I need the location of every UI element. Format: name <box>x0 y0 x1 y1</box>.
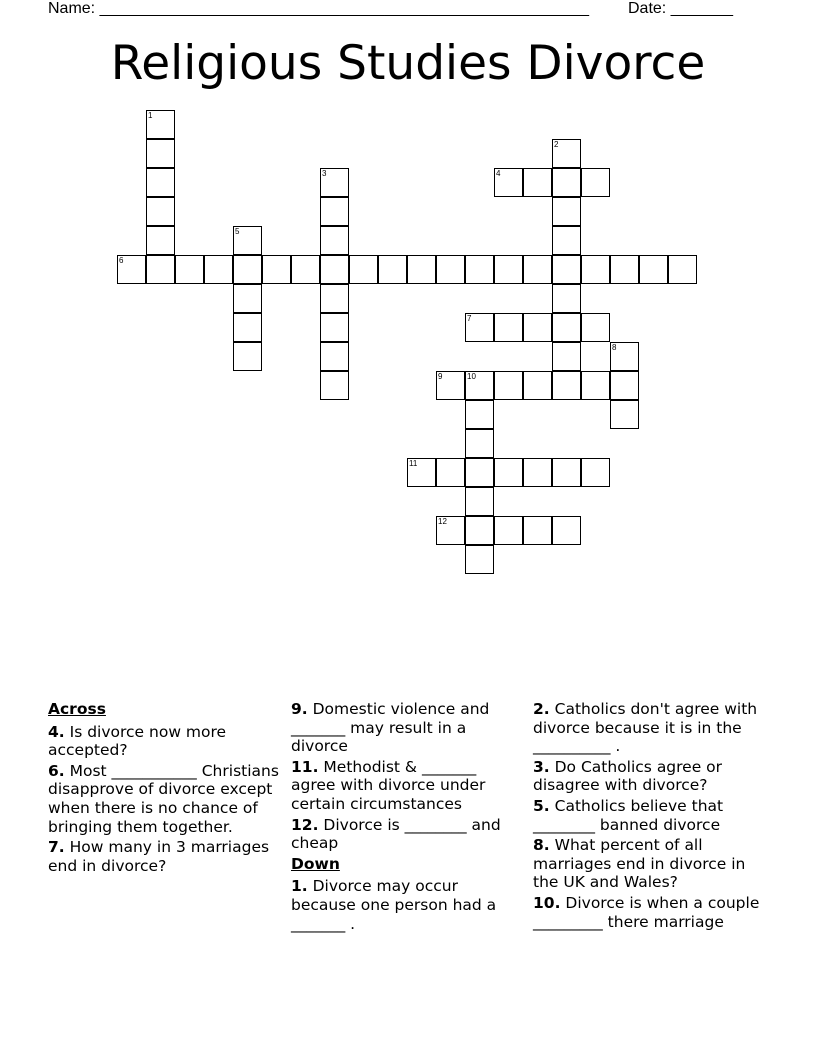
clue-number: 4. <box>48 722 65 741</box>
grid-cell[interactable] <box>117 255 146 284</box>
cell-number: 11 <box>409 459 418 468</box>
clue-number: 6. <box>48 761 65 780</box>
grid-cell[interactable] <box>146 226 175 255</box>
grid-cell[interactable] <box>581 458 610 487</box>
grid-cell[interactable] <box>320 255 349 284</box>
grid-cell[interactable] <box>639 255 668 284</box>
section-heading: Down <box>291 854 340 873</box>
date-field: Date: _______ <box>628 0 733 17</box>
grid-cell[interactable] <box>233 226 262 255</box>
grid-cell[interactable] <box>552 284 581 313</box>
cell-number: 10 <box>467 372 476 381</box>
grid-cell[interactable] <box>262 255 291 284</box>
clue-number: 8. <box>533 836 550 855</box>
grid-cell[interactable] <box>494 371 523 400</box>
grid-cell[interactable] <box>436 516 465 545</box>
clue-number: 12. <box>291 815 319 834</box>
clue-number: 10. <box>533 893 561 912</box>
grid-cell[interactable] <box>668 255 697 284</box>
clue <box>533 894 773 931</box>
cell-number: 12 <box>438 517 447 526</box>
clue-number: 11. <box>291 757 319 776</box>
grid-cell[interactable] <box>552 197 581 226</box>
grid-cell[interactable] <box>552 255 581 284</box>
grid-cell[interactable] <box>523 313 552 342</box>
grid-cell[interactable] <box>552 168 581 197</box>
cell-number: 6 <box>119 256 124 265</box>
clue <box>48 723 284 760</box>
clue <box>533 758 773 795</box>
clue <box>48 838 284 875</box>
clue-number: 2. <box>533 700 550 718</box>
grid-cell[interactable] <box>146 110 175 139</box>
grid-cell[interactable] <box>494 516 523 545</box>
grid-cell[interactable] <box>175 255 204 284</box>
grid-cell[interactable] <box>146 255 175 284</box>
clue <box>291 877 525 933</box>
clue-number: 1. <box>291 877 308 896</box>
clue-text: Domestic violence and _______ may result in a divorce <box>291 700 490 756</box>
cell-number: 7 <box>467 314 472 323</box>
grid-cell[interactable] <box>552 226 581 255</box>
clue <box>291 816 525 853</box>
grid-cell[interactable] <box>436 371 465 400</box>
cell-number: 9 <box>438 372 443 381</box>
grid-cell[interactable] <box>610 342 639 371</box>
cell-number: 8 <box>612 343 617 352</box>
cell-number: 2 <box>554 140 559 149</box>
grid-cell[interactable] <box>436 255 465 284</box>
grid-cell[interactable] <box>465 400 494 429</box>
grid-cell[interactable] <box>320 284 349 313</box>
grid-cell[interactable] <box>523 168 552 197</box>
name-field: Name: _______________________________________________________ <box>48 0 589 17</box>
cell-number: 3 <box>322 169 327 178</box>
clue-number: 7. <box>48 838 65 857</box>
grid-cell[interactable] <box>233 255 262 284</box>
clue-text: Divorce is ________ and cheap <box>291 815 501 853</box>
grid-cell[interactable] <box>233 342 262 371</box>
grid-cell[interactable] <box>494 313 523 342</box>
grid-cell[interactable] <box>378 255 407 284</box>
clue <box>291 700 525 756</box>
grid-cell[interactable] <box>610 371 639 400</box>
grid-cell[interactable] <box>523 516 552 545</box>
clue <box>533 700 773 756</box>
cell-number: 5 <box>235 227 240 236</box>
clue-text: Divorce is when a couple _________ there marriage <box>533 893 760 931</box>
grid-cell[interactable] <box>233 284 262 313</box>
grid-cell[interactable] <box>494 255 523 284</box>
grid-cell[interactable] <box>465 545 494 574</box>
grid-cell[interactable] <box>465 516 494 545</box>
clue <box>533 797 773 834</box>
grid-cell[interactable] <box>233 313 262 342</box>
grid-cell[interactable] <box>523 371 552 400</box>
grid-cell[interactable] <box>523 255 552 284</box>
grid-cell[interactable] <box>465 371 494 400</box>
grid-cell[interactable] <box>465 487 494 516</box>
grid-cell[interactable] <box>320 226 349 255</box>
grid-cell[interactable] <box>523 458 552 487</box>
grid-cell[interactable] <box>349 255 378 284</box>
grid-cell[interactable] <box>465 458 494 487</box>
clue-text: Divorce may occur because one person had a _______ . <box>291 877 497 933</box>
page-title: Religious Studies Divorce <box>110 36 706 91</box>
grid-cell[interactable] <box>146 139 175 168</box>
clue-text: Catholics believe that ________ banned divorce <box>533 796 724 834</box>
grid-cell[interactable] <box>552 458 581 487</box>
clue <box>533 836 773 892</box>
grid-cell[interactable] <box>552 342 581 371</box>
grid-cell[interactable] <box>552 313 581 342</box>
grid-cell[interactable] <box>320 168 349 197</box>
grid-cell[interactable] <box>204 255 233 284</box>
clues-column-3 <box>533 700 773 933</box>
grid-cell[interactable] <box>581 255 610 284</box>
grid-cell[interactable] <box>552 139 581 168</box>
grid-cell[interactable] <box>494 168 523 197</box>
cell-number: 1 <box>148 111 153 120</box>
grid-cell[interactable] <box>581 371 610 400</box>
grid-cell[interactable] <box>465 429 494 458</box>
clue-text: Methodist & _______ agree with divorce under certain circumstances <box>291 757 486 813</box>
clue-text: Most ___________ Christians disapprove of divorce except when there is no chance of bringing them together. <box>48 761 279 836</box>
grid-cell[interactable] <box>407 458 436 487</box>
grid-cell[interactable] <box>320 313 349 342</box>
clue-text: Do Catholics agree or disagree with divorce? <box>533 757 723 795</box>
grid-cell[interactable] <box>407 255 436 284</box>
grid-cell[interactable] <box>581 313 610 342</box>
grid-cell[interactable] <box>291 255 320 284</box>
grid-cell[interactable] <box>465 255 494 284</box>
grid-cell[interactable] <box>465 313 494 342</box>
grid-cell[interactable] <box>494 458 523 487</box>
grid-cell[interactable] <box>610 255 639 284</box>
clues-column-2 <box>291 700 525 935</box>
clue-number: 5. <box>533 796 550 815</box>
grid-cell[interactable] <box>146 197 175 226</box>
cell-number: 4 <box>496 169 501 178</box>
grid-cell[interactable] <box>552 371 581 400</box>
grid-cell[interactable] <box>146 168 175 197</box>
grid-cell[interactable] <box>610 400 639 429</box>
clue-number: 9. <box>291 700 308 718</box>
section-heading: Across <box>48 700 106 718</box>
clue-text: Catholics don't agree with divorce because it is in the __________ . <box>533 700 758 756</box>
clue-number: 3. <box>533 757 550 776</box>
clue-text: Is divorce now more accepted? <box>48 722 227 760</box>
clue <box>48 762 284 836</box>
clues-column-1 <box>48 700 284 877</box>
clue <box>291 758 525 814</box>
grid-cell[interactable] <box>581 168 610 197</box>
grid-cell[interactable] <box>320 371 349 400</box>
clue-text: How many in 3 marriages end in divorce? <box>48 838 270 875</box>
grid-cell[interactable] <box>320 197 349 226</box>
grid-cell[interactable] <box>320 342 349 371</box>
grid-cell[interactable] <box>436 458 465 487</box>
clue-text: What percent of all marriages end in divorce in the UK and Wales? <box>533 836 746 892</box>
grid-cell[interactable] <box>552 516 581 545</box>
